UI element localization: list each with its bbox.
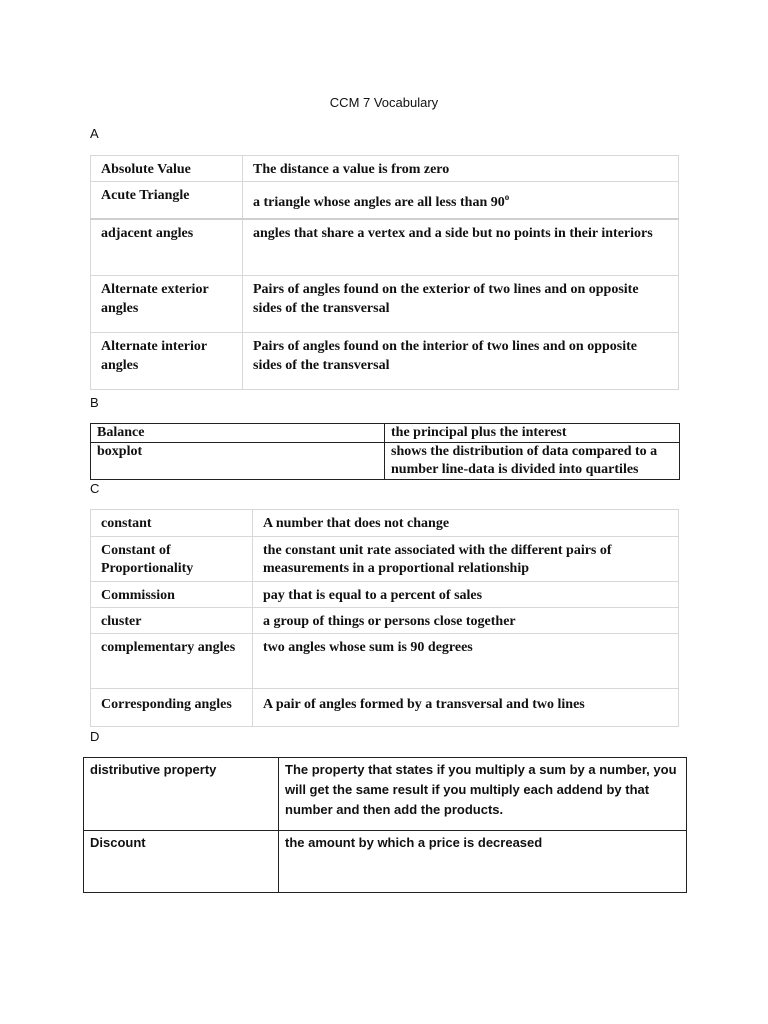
degree-superscript: o bbox=[504, 192, 510, 202]
definition-cell: A pair of angles formed by a transversal and two lines bbox=[253, 689, 679, 727]
table-row bbox=[91, 182, 679, 219]
vocab-table-a bbox=[90, 155, 679, 390]
term-cell: Discount bbox=[84, 831, 279, 893]
definition-cell: two angles whose sum is 90 degrees bbox=[253, 634, 679, 689]
vocab-table-c bbox=[90, 509, 679, 727]
term-cell: constant bbox=[91, 510, 253, 537]
definition-cell: Pairs of angles found on the interior of two lines and on opposite sides of the transversal bbox=[243, 333, 679, 390]
table-row bbox=[91, 156, 679, 182]
table-row bbox=[91, 537, 679, 582]
definition-cell: the principal plus the interest bbox=[385, 424, 680, 443]
vocab-table-b bbox=[90, 423, 680, 480]
section-letter-d: D bbox=[90, 729, 100, 744]
definition-text: a triangle whose angles are all less than 90 bbox=[253, 195, 505, 210]
term-cell: complementary angles bbox=[91, 634, 253, 689]
table-row bbox=[84, 831, 687, 893]
section-letter-c: C bbox=[90, 481, 100, 496]
table-row bbox=[91, 510, 679, 537]
term-cell: Absolute Value bbox=[91, 156, 243, 182]
table-row bbox=[91, 276, 679, 333]
term-cell: Corresponding angles bbox=[91, 689, 253, 727]
definition-cell: Pairs of angles found on the exterior of two lines and on opposite sides of the transversal bbox=[243, 276, 679, 333]
term-cell: Alternate interior angles bbox=[91, 333, 243, 390]
section-letter-a: A bbox=[90, 126, 99, 141]
table-row bbox=[91, 219, 679, 276]
term-cell: adjacent angles bbox=[91, 219, 243, 276]
definition-cell: A number that does not change bbox=[253, 510, 679, 537]
term-cell: boxplot bbox=[91, 443, 385, 480]
table-row bbox=[84, 758, 687, 831]
definition-cell: the amount by which a price is decreased bbox=[279, 831, 687, 893]
section-letter-b: B bbox=[90, 395, 99, 410]
table-row bbox=[91, 424, 680, 443]
document-title: CCM 7 Vocabulary bbox=[329, 95, 439, 110]
term-cell: Acute Triangle bbox=[91, 182, 243, 219]
table-row bbox=[91, 333, 679, 390]
term-cell: Constant of Proportionality bbox=[91, 537, 253, 582]
table-row bbox=[91, 443, 680, 480]
term-cell: Balance bbox=[91, 424, 385, 443]
table-row bbox=[91, 689, 679, 727]
term-cell: Commission bbox=[91, 582, 253, 608]
definition-cell: The property that states if you multiply a sum by a number, you will get the same result if you multiply each addend by that number and then add the products. bbox=[279, 758, 687, 831]
table-row bbox=[91, 634, 679, 689]
definition-cell bbox=[243, 182, 679, 219]
definition-cell: the constant unit rate associated with the different pairs of measurements in a proportional relationship bbox=[253, 537, 679, 582]
definition-cell: shows the distribution of data compared to a number line-data is divided into quartiles bbox=[385, 443, 680, 480]
term-cell: Alternate exterior angles bbox=[91, 276, 243, 333]
definition-cell: a group of things or persons close together bbox=[253, 608, 679, 634]
definition-cell: angles that share a vertex and a side but no points in their interiors bbox=[243, 219, 679, 276]
vocab-table-d bbox=[83, 757, 687, 893]
term-cell: cluster bbox=[91, 608, 253, 634]
definition-cell: The distance a value is from zero bbox=[243, 156, 679, 182]
table-row bbox=[91, 582, 679, 608]
table-row bbox=[91, 608, 679, 634]
definition-cell: pay that is equal to a percent of sales bbox=[253, 582, 679, 608]
term-cell: distributive property bbox=[84, 758, 279, 831]
